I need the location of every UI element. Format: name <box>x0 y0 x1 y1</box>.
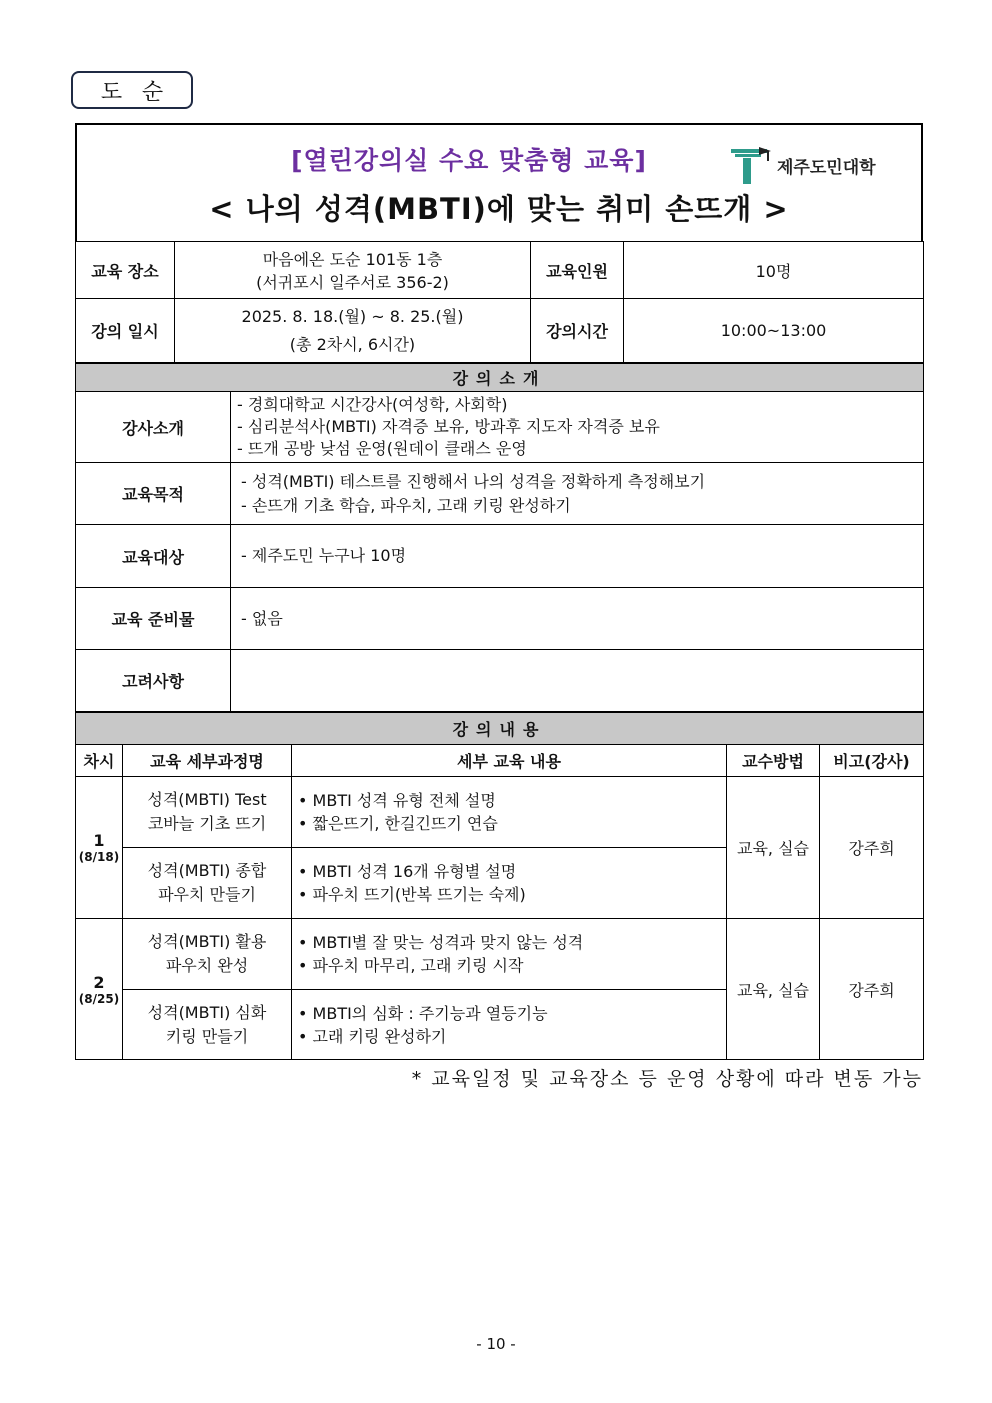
info-table <box>75 241 924 363</box>
course-name <box>123 919 292 990</box>
course-line: 코바늘 기초 뜨기 <box>147 814 267 833</box>
goal-label: 교육목적 <box>76 463 231 525</box>
goal-value <box>231 463 924 525</box>
institution-logo <box>729 145 876 185</box>
date-label: 강의 일시 <box>76 299 175 363</box>
session-number <box>76 919 123 1060</box>
teaching-method: 교육, 실습 <box>727 777 820 919</box>
course-details <box>292 777 727 848</box>
col-header-session: 차시 <box>76 745 123 777</box>
instructor-line: - 심리분석사(MBTI) 자격증 보유, 방과후 지도자 자격증 보유 <box>237 417 660 436</box>
list-item: • 파우치 뜨기(반복 뜨기는 숙제) <box>298 883 720 906</box>
footnote: * 교육일정 및 교육장소 등 운영 상황에 따라 변동 가능 <box>411 1068 923 1090</box>
materials-value: - 없음 <box>231 588 924 650</box>
course-line: 키링 만들기 <box>165 1026 249 1046</box>
date-line-2: (총 2차시, 6시간) <box>289 334 416 354</box>
course-line: 파우치 완성 <box>165 956 249 975</box>
course-line: 성격(MBTI) Test <box>147 790 267 809</box>
col-header-course: 교육 세부과정명 <box>123 745 292 777</box>
page-number: - 10 - <box>476 1335 516 1353</box>
teaching-method: 교육, 실습 <box>727 919 820 1060</box>
materials-label: 교육 준비물 <box>76 588 231 650</box>
logo-mark-icon <box>729 145 773 185</box>
time-value: 10:00~13:00 <box>624 299 924 363</box>
time-label: 강의시간 <box>531 299 624 363</box>
session-date: (8/25) <box>78 991 120 1006</box>
instructor-name: 강주희 <box>820 777 924 919</box>
category-tag-left: 도 <box>100 79 123 105</box>
intro-table <box>75 363 924 712</box>
course-details <box>292 990 727 1060</box>
document-title: < 나의 성격(MBTI)에 맞는 취미 손뜨개 > <box>209 192 789 226</box>
logo-text: 제주도민대학 <box>777 157 876 178</box>
course-name <box>123 990 292 1060</box>
course-line: 성격(MBTI) 활용 <box>147 932 267 951</box>
course-name <box>123 777 292 848</box>
intro-section-title: 강의소개 <box>76 364 924 392</box>
list-item: • MBTI의 심화 : 주기능과 열등기능 <box>298 1002 720 1025</box>
col-header-details: 세부 교육 내용 <box>292 745 727 777</box>
session-num: 2 <box>93 972 105 992</box>
date-value <box>175 299 531 363</box>
place-line-2: (서귀포시 일주서로 356-2) <box>256 273 449 292</box>
list-item: • 짧은뜨기, 한길긴뜨기 연습 <box>298 812 720 835</box>
place-line-1: 마음에온 도순 101동 1층 <box>262 250 443 269</box>
instructor-value <box>231 392 924 463</box>
course-details <box>292 919 727 990</box>
instructor-label: 강사소개 <box>76 392 231 463</box>
capacity-value: 10명 <box>624 242 924 299</box>
place-label: 교육 장소 <box>76 242 175 299</box>
list-item: • 고래 키링 완성하기 <box>298 1025 720 1048</box>
content-section-title: 강의내용 <box>76 713 924 745</box>
date-line-1: 2025. 8. 18.(월) ~ 8. 25.(월) <box>241 306 464 326</box>
course-line: 성격(MBTI) 종합 <box>147 861 267 880</box>
notes-label: 고려사항 <box>76 650 231 712</box>
goal-line: - 손뜨개 기초 학습, 파우치, 고래 키링 완성하기 <box>241 495 571 515</box>
course-line: 성격(MBTI) 심화 <box>147 1002 267 1022</box>
session-date: (8/18) <box>78 850 120 864</box>
notes-value <box>231 650 924 712</box>
list-item: • MBTI 성격 유형 전체 설명 <box>298 789 720 812</box>
instructor-line: - 경희대학교 시간강사(여성학, 사회학) <box>237 395 508 414</box>
list-item: • MBTI 성격 16개 유형별 설명 <box>298 860 720 883</box>
document-table <box>75 123 923 1060</box>
list-item: • 파우치 마무리, 고래 키링 시작 <box>298 954 720 977</box>
instructor-name: 강주희 <box>820 919 924 1060</box>
session-number <box>76 777 123 919</box>
category-tag <box>71 71 193 109</box>
content-table <box>75 712 924 1060</box>
document-header <box>75 123 923 241</box>
session-num: 1 <box>93 831 105 850</box>
col-header-method: 교수방법 <box>727 745 820 777</box>
course-details <box>292 848 727 919</box>
capacity-label: 교육인원 <box>531 242 624 299</box>
category-tag-right: 순 <box>141 79 164 105</box>
target-value: - 제주도민 누구나 10명 <box>231 525 924 588</box>
document-subtitle: [열린강의실 수요 맞춤형 교육] <box>291 146 647 175</box>
instructor-line: - 뜨개 공방 낮섬 운영(원데이 클래스 운영 <box>237 439 527 458</box>
target-label: 교육대상 <box>76 525 231 588</box>
course-line: 파우치 만들기 <box>158 885 256 904</box>
place-value <box>175 242 531 299</box>
table-row <box>76 777 924 848</box>
table-row <box>76 919 924 990</box>
course-name <box>123 848 292 919</box>
goal-line: - 성격(MBTI) 테스트를 진행해서 나의 성격을 정확하게 측정해보기 <box>241 471 706 491</box>
list-item: • MBTI별 잘 맞는 성격과 맞지 않는 성격 <box>298 931 720 954</box>
col-header-note: 비고(강사) <box>820 745 924 777</box>
